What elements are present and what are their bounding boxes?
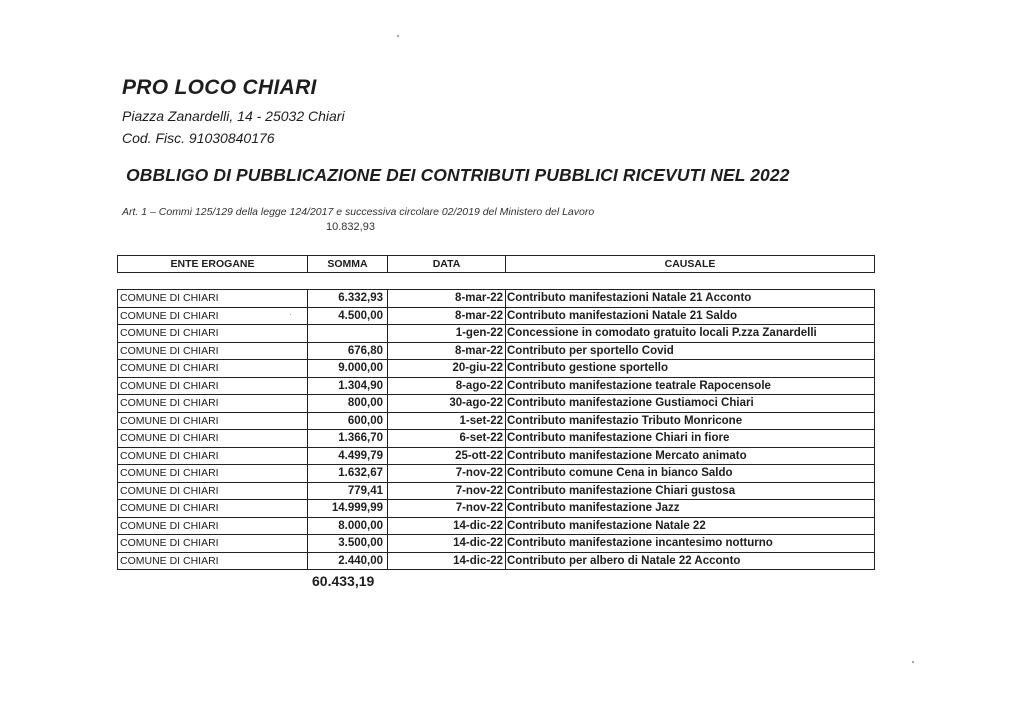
cell-somma: 1.366,70 bbox=[308, 430, 388, 448]
cell-causale: Contributo manifestazione Gustiamoci Chiari bbox=[506, 395, 875, 413]
scan-speck bbox=[290, 314, 291, 315]
scan-speck bbox=[397, 35, 399, 37]
table-header bbox=[117, 255, 875, 273]
table-row bbox=[118, 290, 875, 308]
contributions-table bbox=[117, 289, 875, 570]
subtotal-note: 10.832,93 bbox=[326, 221, 375, 233]
table-row bbox=[118, 482, 875, 500]
cell-somma bbox=[308, 325, 388, 343]
cell-data: 1-gen-22 bbox=[388, 325, 506, 343]
organization-name: PRO LOCO CHIARI bbox=[122, 76, 317, 99]
cell-causale: Contributo manifestazione Jazz bbox=[506, 500, 875, 518]
cell-somma: 1.632,67 bbox=[308, 465, 388, 483]
cell-somma: 4.499,79 bbox=[308, 447, 388, 465]
cell-ente: COMUNE DI CHIARI bbox=[118, 412, 308, 430]
cell-ente: COMUNE DI CHIARI bbox=[118, 500, 308, 518]
fiscal-code: Cod. Fisc. 91030840176 bbox=[122, 130, 275, 146]
table-row bbox=[118, 535, 875, 553]
cell-data: 14-dic-22 bbox=[388, 535, 506, 553]
table-row bbox=[118, 552, 875, 570]
cell-causale: Contributo manifestazioni Natale 21 Acconto bbox=[506, 290, 875, 308]
cell-data: 8-mar-22 bbox=[388, 307, 506, 325]
cell-somma: 3.500,00 bbox=[308, 535, 388, 553]
cell-data: 7-nov-22 bbox=[388, 500, 506, 518]
cell-data: 8-mar-22 bbox=[388, 342, 506, 360]
cell-ente: COMUNE DI CHIARI bbox=[118, 465, 308, 483]
table-row bbox=[118, 307, 875, 325]
column-header-ente: ENTE EROGANE bbox=[118, 256, 308, 273]
cell-causale: Contributo comune Cena in bianco Saldo bbox=[506, 465, 875, 483]
law-reference: Art. 1 – Commi 125/129 della legge 124/2017 e successiva circolare 02/2019 del Ministero del Lavoro bbox=[122, 206, 595, 218]
cell-somma: 4.500,00 bbox=[308, 307, 388, 325]
cell-causale: Contributo manifestazione Chiari in fiore bbox=[506, 430, 875, 448]
cell-somma: 6.332,93 bbox=[308, 290, 388, 308]
column-header-causale: CAUSALE bbox=[506, 256, 875, 273]
cell-somma: 2.440,00 bbox=[308, 552, 388, 570]
cell-ente: COMUNE DI CHIARI bbox=[118, 395, 308, 413]
cell-data: 8-mar-22 bbox=[388, 290, 506, 308]
cell-causale: Contributo per albero di Natale 22 Acconto bbox=[506, 552, 875, 570]
cell-data: 14-dic-22 bbox=[388, 552, 506, 570]
cell-somma: 800,00 bbox=[308, 395, 388, 413]
cell-ente: COMUNE DI CHIARI bbox=[118, 447, 308, 465]
table-row bbox=[118, 447, 875, 465]
cell-ente: COMUNE DI CHIARI bbox=[118, 307, 308, 325]
table-row bbox=[118, 325, 875, 343]
table-row bbox=[118, 377, 875, 395]
cell-ente: COMUNE DI CHIARI bbox=[118, 342, 308, 360]
cell-causale: Contributo manifestazio Tributo Monricone bbox=[506, 412, 875, 430]
cell-somma: 9.000,00 bbox=[308, 360, 388, 378]
cell-causale: Contributo manifestazione Chiari gustosa bbox=[506, 482, 875, 500]
cell-somma: 779,41 bbox=[308, 482, 388, 500]
table-row bbox=[118, 360, 875, 378]
cell-ente: COMUNE DI CHIARI bbox=[118, 535, 308, 553]
cell-data: 8-ago-22 bbox=[388, 377, 506, 395]
cell-causale: Concessione in comodato gratuito locali P.zza Zanardelli bbox=[506, 325, 875, 343]
cell-ente: COMUNE DI CHIARI bbox=[118, 482, 308, 500]
table-row bbox=[118, 465, 875, 483]
cell-ente: COMUNE DI CHIARI bbox=[118, 377, 308, 395]
cell-data: 1-set-22 bbox=[388, 412, 506, 430]
cell-causale: Contributo per sportello Covid bbox=[506, 342, 875, 360]
cell-ente: COMUNE DI CHIARI bbox=[118, 325, 308, 343]
cell-causale: Contributo gestione sportello bbox=[506, 360, 875, 378]
cell-ente: COMUNE DI CHIARI bbox=[118, 517, 308, 535]
table-row bbox=[118, 430, 875, 448]
cell-ente: COMUNE DI CHIARI bbox=[118, 360, 308, 378]
cell-causale: Contributo manifestazione Mercato animato bbox=[506, 447, 875, 465]
document-title: OBBLIGO DI PUBBLICAZIONE DEI CONTRIBUTI PUBBLICI RICEVUTI NEL 2022 bbox=[126, 165, 790, 185]
cell-causale: Contributo manifestazione incantesimo notturno bbox=[506, 535, 875, 553]
column-header-somma: SOMMA bbox=[308, 256, 388, 273]
table-row bbox=[118, 517, 875, 535]
cell-causale: Contributo manifestazioni Natale 21 Saldo bbox=[506, 307, 875, 325]
cell-ente: COMUNE DI CHIARI bbox=[118, 552, 308, 570]
column-header-data: DATA bbox=[388, 256, 506, 273]
cell-somma: 600,00 bbox=[308, 412, 388, 430]
cell-somma: 676,80 bbox=[308, 342, 388, 360]
cell-causale: Contributo manifestazione teatrale Rapocensole bbox=[506, 377, 875, 395]
table-row bbox=[118, 395, 875, 413]
table-row bbox=[118, 500, 875, 518]
cell-ente: COMUNE DI CHIARI bbox=[118, 290, 308, 308]
organization-address: Piazza Zanardelli, 14 - 25032 Chiari bbox=[122, 108, 345, 124]
total-amount: 60.433,19 bbox=[312, 573, 375, 589]
cell-ente: COMUNE DI CHIARI bbox=[118, 430, 308, 448]
cell-data: 7-nov-22 bbox=[388, 465, 506, 483]
cell-causale: Contributo manifestazione Natale 22 bbox=[506, 517, 875, 535]
cell-data: 25-ott-22 bbox=[388, 447, 506, 465]
cell-somma: 14.999,99 bbox=[308, 500, 388, 518]
cell-somma: 1.304,90 bbox=[308, 377, 388, 395]
cell-data: 20-giu-22 bbox=[388, 360, 506, 378]
table-row bbox=[118, 342, 875, 360]
cell-data: 14-dic-22 bbox=[388, 517, 506, 535]
scan-speck bbox=[912, 661, 914, 663]
cell-data: 6-set-22 bbox=[388, 430, 506, 448]
cell-data: 30-ago-22 bbox=[388, 395, 506, 413]
table-row bbox=[118, 412, 875, 430]
cell-somma: 8.000,00 bbox=[308, 517, 388, 535]
cell-data: 7-nov-22 bbox=[388, 482, 506, 500]
